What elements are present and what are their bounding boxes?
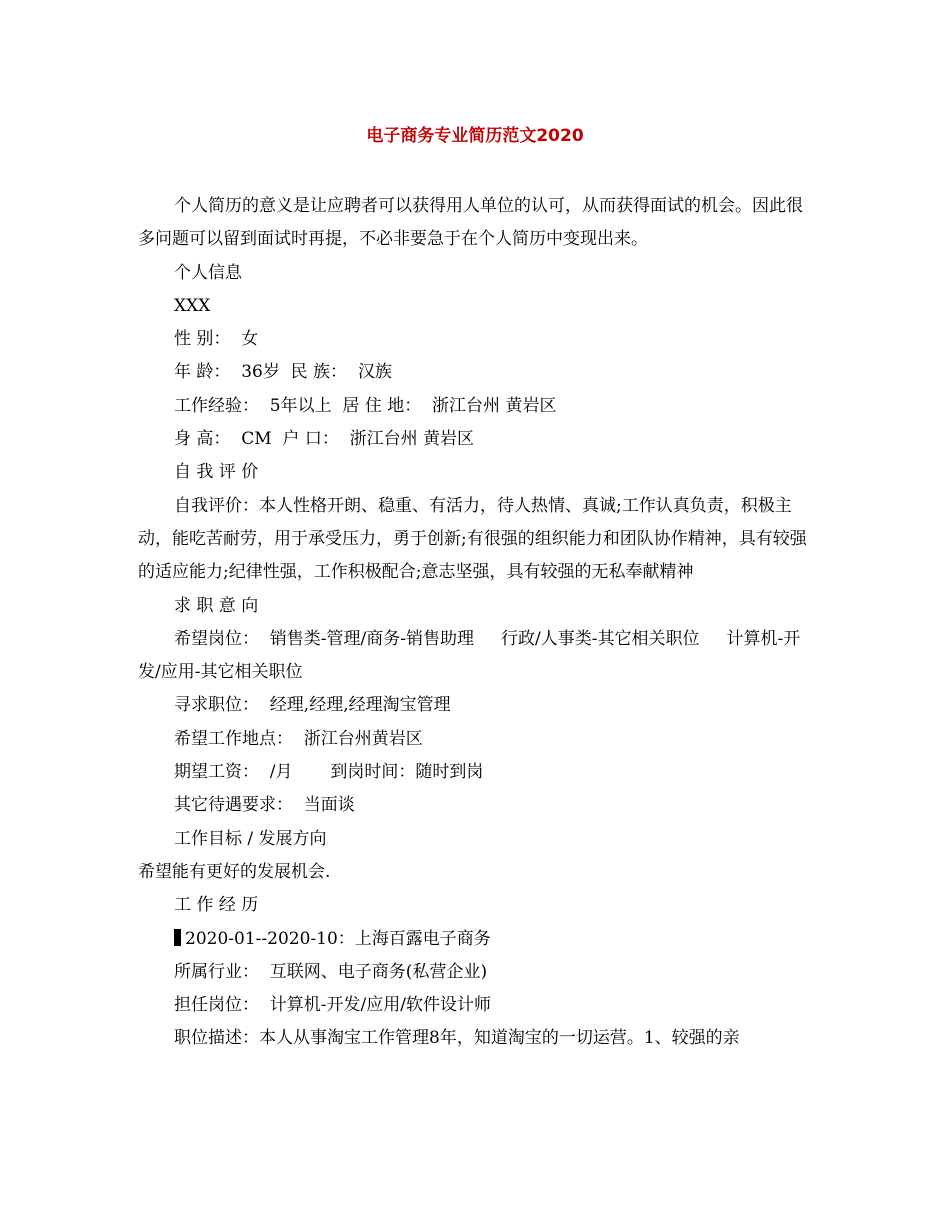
bullet-bar-icon bbox=[174, 929, 181, 946]
work-period-line bbox=[138, 923, 818, 956]
self-eval-heading: 自 我 评 价 bbox=[174, 462, 259, 483]
personal-info-heading: 个人信息 bbox=[174, 262, 242, 283]
industry-line: 所属行业： 互联网、电子商务(私营企业) bbox=[174, 961, 488, 982]
work-heading: 工 作 经 历 bbox=[174, 895, 259, 916]
salary-line: 期望工资： /月 到岗时间：随时到岗 bbox=[174, 762, 484, 783]
desired-location-line: 希望工作地点： 浙江台州黄岩区 bbox=[174, 728, 423, 749]
work-period-text: 2020-01--2020-10：上海百露电子商务 bbox=[185, 928, 491, 949]
goal-heading: 工作目标 / 发展方向 bbox=[174, 828, 327, 849]
person-name: XXX bbox=[174, 295, 211, 316]
desired-positions-paragraph: 希望岗位： 销售类-管理/商务-销售助理 行政/人事类-其它相关职位 计算机-开发/应用-其它相关职位 bbox=[138, 628, 801, 683]
other-benefits-line: 其它待遇要求： 当面谈 bbox=[174, 795, 355, 816]
job-description-line: 职位描述：本人从事淘宝工作管理8年，知道淘宝的一切运营。1、较强的亲 bbox=[174, 1028, 740, 1049]
self-eval-paragraph: 自我评价：本人性格开朗、稳重、有活力，待人热情、真诚;工作认真负责，积极主动，能吃苦耐劳，用于承受压力，勇于创新;有很强的组织能力和团队协作精神，具有较强的适应能力;纪律性强，工作积极配合;意志坚强，具有较强的无私奉献精神 bbox=[138, 495, 807, 583]
document-title: 电子商务专业简历范文2020 bbox=[366, 126, 584, 146]
intention-heading: 求 职 意 向 bbox=[174, 595, 259, 616]
gender-line: 性 别： 女 bbox=[174, 329, 259, 350]
intro-paragraph: 个人简历的意义是让应聘者可以获得用人单位的认可，从而获得面试的机会。因此很多问题可以留到面试时再提，不必非要急于在个人简历中变现出来。 bbox=[138, 196, 803, 250]
height-hukou-line: 身 高： CM 户 口： 浙江台州 黄岩区 bbox=[174, 429, 475, 450]
seeking-position-line: 寻求职位： 经理,经理,经理淘宝管理 bbox=[174, 695, 451, 716]
experience-residence-line: 工作经验： 5年以上 居 住 地： 浙江台州 黄岩区 bbox=[174, 395, 557, 416]
age-ethnicity-line: 年 龄： 36岁 民 族： 汉族 bbox=[174, 362, 392, 383]
position-line: 担任岗位： 计算机-开发/应用/软件设计师 bbox=[174, 995, 492, 1016]
goal-line: 希望能有更好的发展机会. bbox=[138, 861, 331, 882]
document-body bbox=[138, 190, 818, 1056]
